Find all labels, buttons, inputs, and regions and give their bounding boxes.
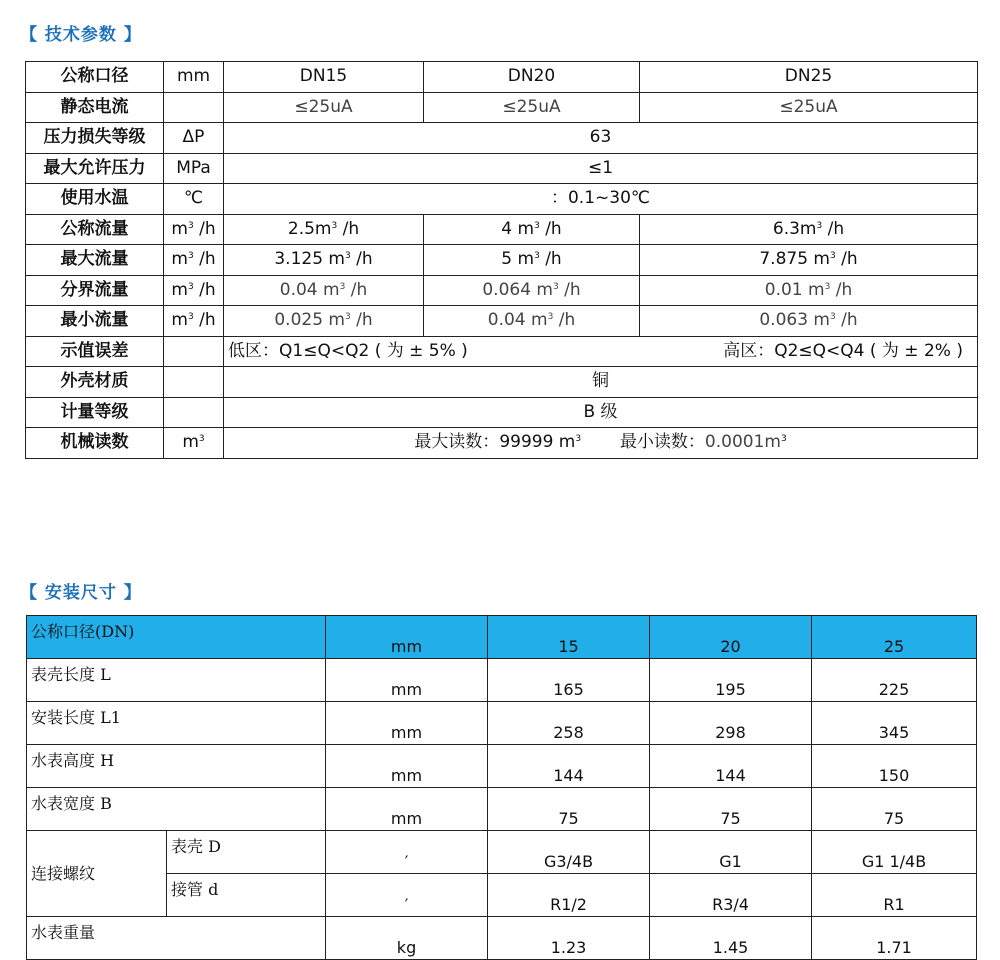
unit-cell: ′ [326,874,488,917]
min-reading-value: 0.0001m [704,432,781,453]
sup: 3 [534,251,540,262]
value: 2.5m [287,218,332,239]
row-label: 安装长度 L1 [27,702,326,745]
value-cell: ≤1 [224,153,978,184]
value-cell: DN15 [224,62,424,93]
sup: 3 [339,281,346,292]
value-cell: G3/4B [488,831,650,874]
value-tail: /h [539,249,562,270]
unit-tail: /h [193,249,216,270]
table-header-row [27,616,977,659]
table-row [27,788,977,831]
value-cell: 1.23 [488,917,650,960]
row-label: 公称口径 [26,62,164,93]
header-unit: mm [326,616,488,659]
unit-cell [164,214,224,245]
row-label: 水表重量 [27,917,326,960]
unit-base: m [171,249,188,270]
sup: 3 [345,251,351,262]
value-cell: G1 1/4B [812,831,977,874]
value-cell: 195 [650,659,812,702]
unit-cell: kg [326,917,488,960]
value-cell [640,214,978,245]
value-tail: /h [835,310,858,331]
value: 4 m [501,218,535,239]
value-cell [424,306,640,337]
value-cell: R1 [812,874,977,917]
value-cell: R1/2 [488,874,650,917]
value-cell [424,275,640,306]
value-cell: 165 [488,659,650,702]
install-table [26,615,977,960]
header-value: 20 [650,616,812,659]
unit-cell: mm [326,788,488,831]
error-low: 低区：Q1≤Q<Q2 ( 为 ± 5% ) [228,340,468,361]
unit-cell [164,92,224,123]
unit-cell: mm [164,62,224,93]
table-row [27,745,977,788]
sup: 3 [575,434,582,445]
unit-base: m [171,218,188,239]
value-cell: 75 [650,788,812,831]
sup: 3 [824,281,831,292]
value-cell [224,428,978,459]
row-label: 连接螺纹 [27,831,167,917]
header-value: 15 [488,616,650,659]
table-row [27,917,977,960]
value-cell: 345 [812,702,977,745]
value-cell [424,245,640,276]
table-row [26,214,978,245]
row-label: 最大允许压力 [26,153,164,184]
value: 3.125 m [274,249,345,270]
value-cell [224,306,424,337]
row-label: 使用水温 [26,184,164,215]
header-value: 25 [812,616,977,659]
row-label: 示值误差 [26,336,164,367]
sup: 3 [345,312,351,323]
unit-tail: /h [193,310,216,331]
sup: 3 [187,251,194,262]
sup: 3 [816,220,823,231]
table-row [26,428,978,459]
sup: 3 [331,220,338,231]
unit-cell: mm [326,702,488,745]
value-cell: 1.71 [812,917,977,960]
value-cell: DN25 [640,62,978,93]
unit-cell: MPa [164,153,224,184]
value-cell: DN20 [424,62,640,93]
table-row [26,306,978,337]
value-cell [424,214,640,245]
unit-cell: mm [326,745,488,788]
table-row [27,874,977,917]
sup: 3 [780,434,787,445]
unit-cell [164,275,224,306]
value-tail: /h [553,310,576,331]
value-cell: ：0.1~30℃ [224,184,978,215]
sup: 3 [830,251,836,262]
value: 5 m [501,249,535,270]
value-tail: /h [539,218,562,239]
row-label: 表壳长度 L [27,659,326,702]
value: 0.01 m [764,279,825,300]
row-label: 分界流量 [26,275,164,306]
row-label: 水表高度 H [27,745,326,788]
table-row [26,397,978,428]
value-cell [224,245,424,276]
unit-cell [164,428,224,459]
spec-table [25,61,978,459]
value: 0.063 m [759,310,830,331]
spec-section-title: 【 技术参数 】 [20,25,142,45]
table-row [26,62,978,93]
value-cell: ≤25uA [640,92,978,123]
unit-cell: ΔP [164,123,224,154]
value-cell: B 级 [224,397,978,428]
unit-cell: mm [326,659,488,702]
value-tail: /h [350,310,373,331]
value: 0.025 m [274,310,345,331]
value-tail: /h [835,249,858,270]
value-cell [224,336,978,367]
unit-cell [164,306,224,337]
value: 0.064 m [482,279,553,300]
unit-cell [164,336,224,367]
value-tail: /h [830,279,853,300]
value-cell: 63 [224,123,978,154]
table-row [26,275,978,306]
row-label: 机械读数 [26,428,164,459]
sup: 3 [830,312,836,323]
value-tail: /h [558,279,581,300]
value-tail: /h [345,279,368,300]
sup: 3 [547,312,554,323]
value-cell: ≤25uA [424,92,640,123]
max-reading-label: 最大读数： [414,432,500,453]
value-tail: /h [350,249,373,270]
table-row [26,336,978,367]
value-cell: 144 [650,745,812,788]
value: 0.04 m [279,279,340,300]
install-section-title: 【 安装尺寸 】 [20,583,142,603]
sup: 3 [553,281,559,292]
sup: 3 [534,220,540,231]
value-cell: 298 [650,702,812,745]
value-cell: 75 [812,788,977,831]
unit-base: m [171,279,188,300]
table-row [27,831,977,874]
value: 7.875 m [759,249,830,270]
table-row [26,153,978,184]
row-label: 公称流量 [26,214,164,245]
max-reading-value: 99999 m [499,432,576,453]
sub-row-label: 接管 d [167,874,326,917]
sup: 3 [187,220,194,231]
value: 6.3m [772,218,817,239]
value-cell: 258 [488,702,650,745]
value-cell: 144 [488,745,650,788]
value-cell: ≤25uA [224,92,424,123]
row-label: 静态电流 [26,92,164,123]
unit-cell: ℃ [164,184,224,215]
sup: 3 [198,434,205,445]
value-cell [224,214,424,245]
sup: 3 [187,281,194,292]
unit-tail: /h [193,279,216,300]
min-reading-label: 最小读数： [619,432,705,453]
value-cell: 150 [812,745,977,788]
value-cell: R3/4 [650,874,812,917]
header-label: 公称口径(DN) [27,616,326,659]
table-row [26,184,978,215]
unit-cell: ′ [326,831,488,874]
row-label: 计量等级 [26,397,164,428]
sub-row-label: 表壳 D [167,831,326,874]
row-label: 压力损失等级 [26,123,164,154]
value-tail: /h [822,218,845,239]
table-row [26,367,978,398]
table-row [27,659,977,702]
value-cell: G1 [650,831,812,874]
row-label: 外壳材质 [26,367,164,398]
unit-cell [164,397,224,428]
value-cell: 1.45 [650,917,812,960]
table-row [26,123,978,154]
unit-base: m [171,310,188,331]
value-cell [224,275,424,306]
unit-cell [164,245,224,276]
unit-cell [164,367,224,398]
value-cell [640,306,978,337]
row-label: 最大流量 [26,245,164,276]
error-high: 高区：Q2≤Q<Q4 ( 为 ± 2% ) [723,340,963,361]
value-cell: 225 [812,659,977,702]
table-row [27,702,977,745]
value-cell: 75 [488,788,650,831]
value: 0.04 m [487,310,548,331]
value-cell [640,245,978,276]
value-tail: /h [337,218,360,239]
sup: 3 [187,312,194,323]
row-label: 水表宽度 B [27,788,326,831]
table-row [26,245,978,276]
value-cell: 铜 [224,367,978,398]
unit-tail: /h [193,218,216,239]
unit-base: m [182,432,199,453]
row-label: 最小流量 [26,306,164,337]
value-cell [640,275,978,306]
table-row [26,92,978,123]
